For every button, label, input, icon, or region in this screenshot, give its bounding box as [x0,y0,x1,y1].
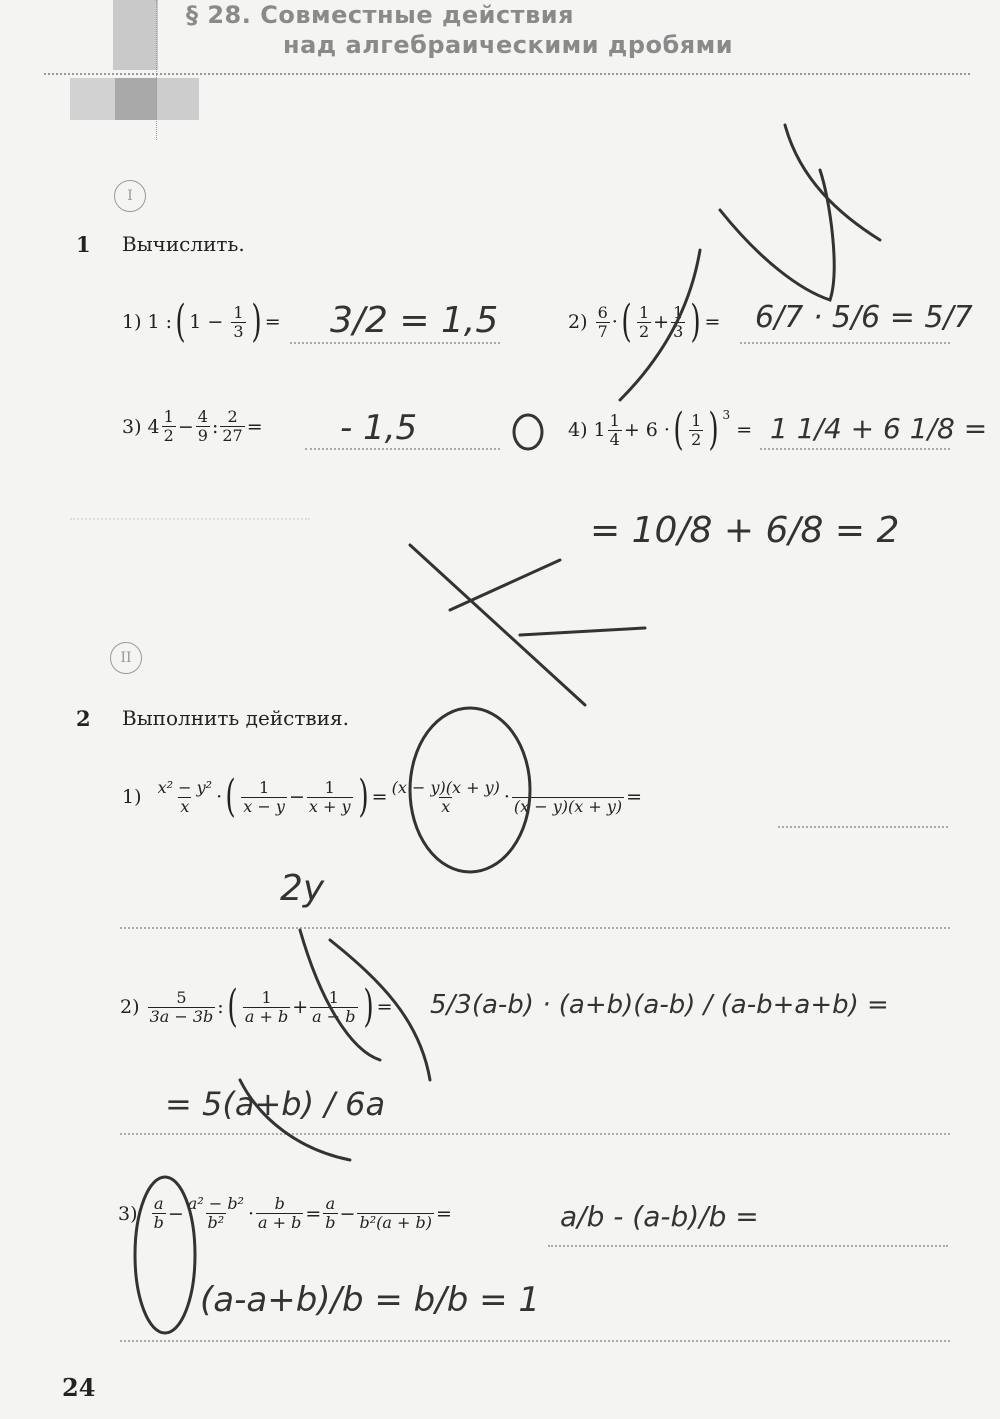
exercise-label: 3) [118,1202,138,1225]
handwriting-answer: 2y [280,868,325,909]
level-badge-one: I [114,180,146,212]
task-number: 1 [76,232,91,257]
exercise-label: 4) [568,419,588,441]
answer-line [778,826,948,828]
handwriting-answer: 5/3(a-b) · (a+b)(a-b) / (a-b+a+b) = [430,990,889,1020]
exercise-label: 3) [122,415,142,438]
exercise-label: 1) [122,311,142,333]
answer-line [120,1340,950,1342]
answer-line [70,518,310,520]
page-number: 24 [62,1373,96,1402]
exercise-label: 2) [568,311,588,333]
exercise-1-1: 1) 1 : ( 1 − $\frac{1}{3}$ ) = [122,296,281,347]
handwriting-answer: 1 1/4 + 6 1/8 = [770,412,988,445]
exercise-2-1: 1) $\frac{\text{x² − y²}}{x}$ · ( $\frac{1}{x - y}$ − $\frac{1}{x + y}$ ) = $\frac{(x - y)(x + y)}{x}$ · (x − y)(x + y) = [122,771,643,822]
exercise-1-2: 2) $\frac{6}{7}$ · ( $\frac{1}{2}$ + $\frac{1}{3}$ ) = [568,296,721,347]
exercise-2-3: 3) $\frac{a}{b}$ − $\frac{\text{a² − b²}}{\text{b²}}$ · $\frac{b}{a + b}$ = $\frac{a}{b}$ − b²(a + b) = [118,1194,452,1232]
header-rule [44,73,970,75]
header-vertical-rule [156,0,157,140]
handwriting-answer: = 10/8 + 6/8 = 2 [590,510,900,551]
answer-line [548,1245,948,1247]
exercise-1-4: 4) 1 $\frac{1}{4}$ + 6 · ( $\frac{1}{2}$ ) $^3$ = [568,404,753,455]
header-decor-block [157,78,199,120]
handwriting-answer: = 5(a+b) / 6a [165,1085,386,1123]
task-number: 2 [76,706,91,731]
header-decor-block [115,78,157,120]
handwriting-answer: 6/7 · 5/6 = 5/7 [755,300,973,335]
answer-line [760,448,950,450]
header-decor-block [113,0,158,70]
handwriting-answer: a/b - (a-b)/b = [560,1200,759,1233]
handwriting-answer: (a-a+b)/b = b/b = 1 [200,1280,541,1320]
section-title-line1: Совместные действия [260,1,574,29]
answer-line [120,1133,950,1135]
answer-line [290,342,500,344]
section-number: § 28. [186,1,252,29]
task-title: Выполнить действия. [122,706,349,730]
exercise-2-2: 2) $\frac{5}{3a - 3b}$ : ( $\frac{1}{a + b}$ + $\frac{1}{a - b}$ ) = [120,981,393,1032]
exercise-label: 2) [120,996,140,1018]
exercise-1-3: 3) 4 $\frac{1}{2}$ − $\frac{4}{9}$ : $\frac{2}{27}$ = [122,407,263,445]
answer-line [120,927,950,929]
task-title: Вычислить. [122,232,245,256]
level-badge-two: II [110,642,142,674]
handwriting-answer: - 1,5 [340,408,418,448]
answer-line [740,342,950,344]
header-decor-block [70,78,115,120]
answer-line [305,448,500,450]
section-title-line2: над алгебраическими дробями [283,31,734,59]
handwriting-answer: 3/2 = 1,5 [330,300,499,341]
section-title [186,0,733,60]
exercise-label: 1) [122,786,142,808]
